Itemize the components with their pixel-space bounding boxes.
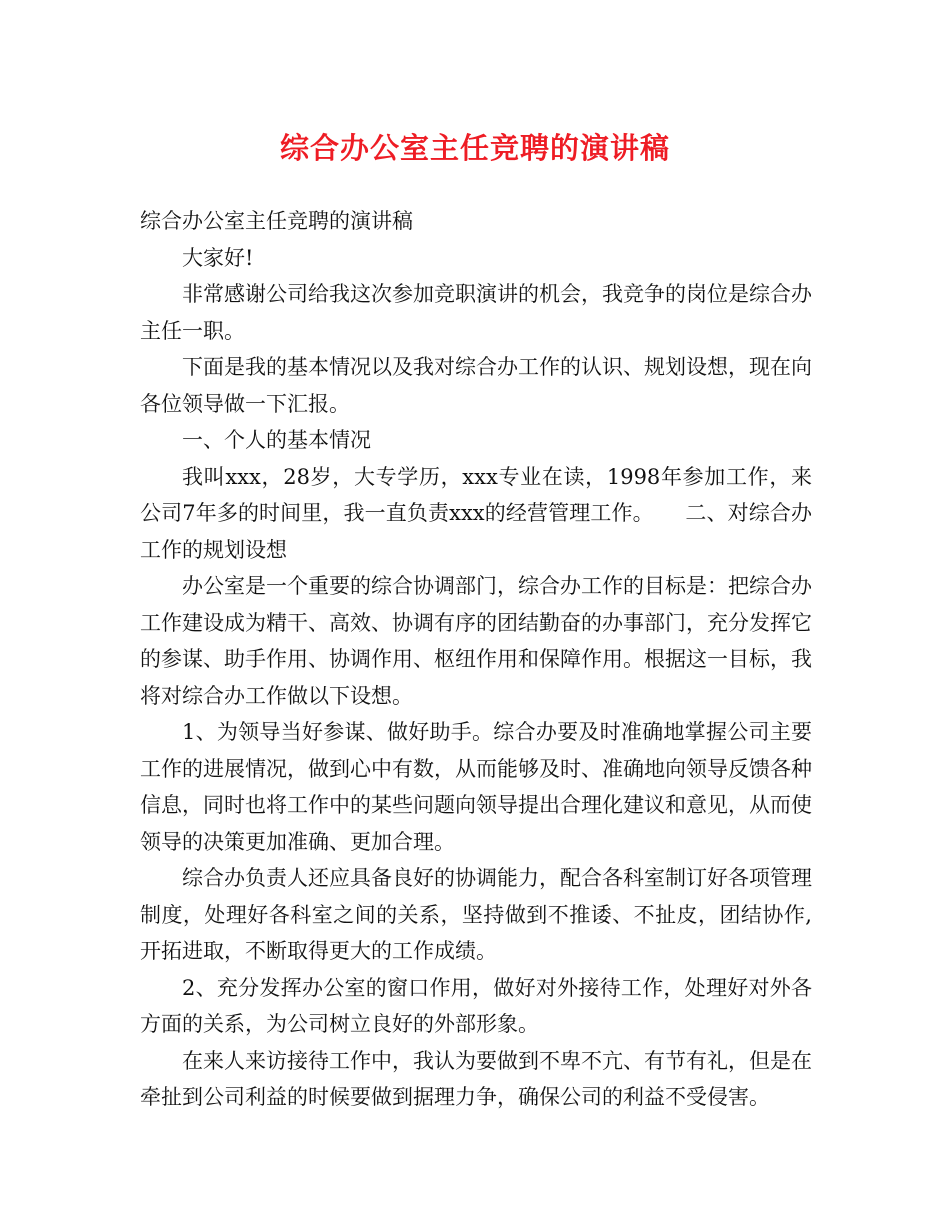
- paragraph: 综合办公室主任竞聘的演讲稿: [140, 209, 413, 233]
- paragraph: 1、为领导当好参谋、做好助手。综合办要及时准确地掌握公司主要工作的进展情况，做到心中有数，从而能够及时、准确地向领导反馈各种信息，同时也将工作中的某些问题向领导提出合理化建议和意见，从而使领导的决策更加准确、更加合理。: [140, 720, 812, 854]
- section-heading: 一、个人的基本情况: [182, 428, 371, 452]
- paragraph: 2、充分发挥办公室的窗口作用，做好对外接待工作，处理好对外各方面的关系，为公司树立良好的外部形象。: [140, 975, 812, 1036]
- document-body: [140, 203, 812, 1116]
- paragraph: 办公室是一个重要的综合协调部门，综合办工作的目标是：把综合办工作建设成为精干、高效、协调有序的团结勤奋的办事部门，充分发挥它的参谋、助手作用、协调作用、枢纽作用和保障作用。根据这一目标，我将对综合办工作做以下设想。: [140, 574, 812, 708]
- document-title: 综合办公室主任竞聘的演讲稿: [279, 131, 670, 165]
- paragraph: 大家好!: [182, 245, 254, 270]
- paragraph: 综合办负责人还应具备良好的协调能力，配合各科室制订好各项管理制度，处理好各科室之间的关系，坚持做到不推诿、不扯皮，团结协作,开拓进取，不断取得更大的工作成绩。: [140, 866, 812, 963]
- paragraph: 非常感谢公司给我这次参加竞职演讲的机会，我竞争的岗位是综合办主任一职。: [140, 282, 812, 343]
- paragraph: 在来人来访接待工作中，我认为要做到不卑不亢、有节有礼，但是在牵扯到公司利益的时候要做到据理力争，确保公司的利益不受侵害。: [140, 1048, 812, 1109]
- paragraph: 我叫xxx，28岁，大专学历，xxx专业在读，1998年参加工作，来公司7年多的时间里，我一直负责xxx的经营管理工作。 二、对综合办工作的规划设想: [140, 464, 812, 562]
- paragraph: 下面是我的基本情况以及我对综合办工作的认识、规划设想，现在向各位领导做一下汇报。: [140, 355, 812, 416]
